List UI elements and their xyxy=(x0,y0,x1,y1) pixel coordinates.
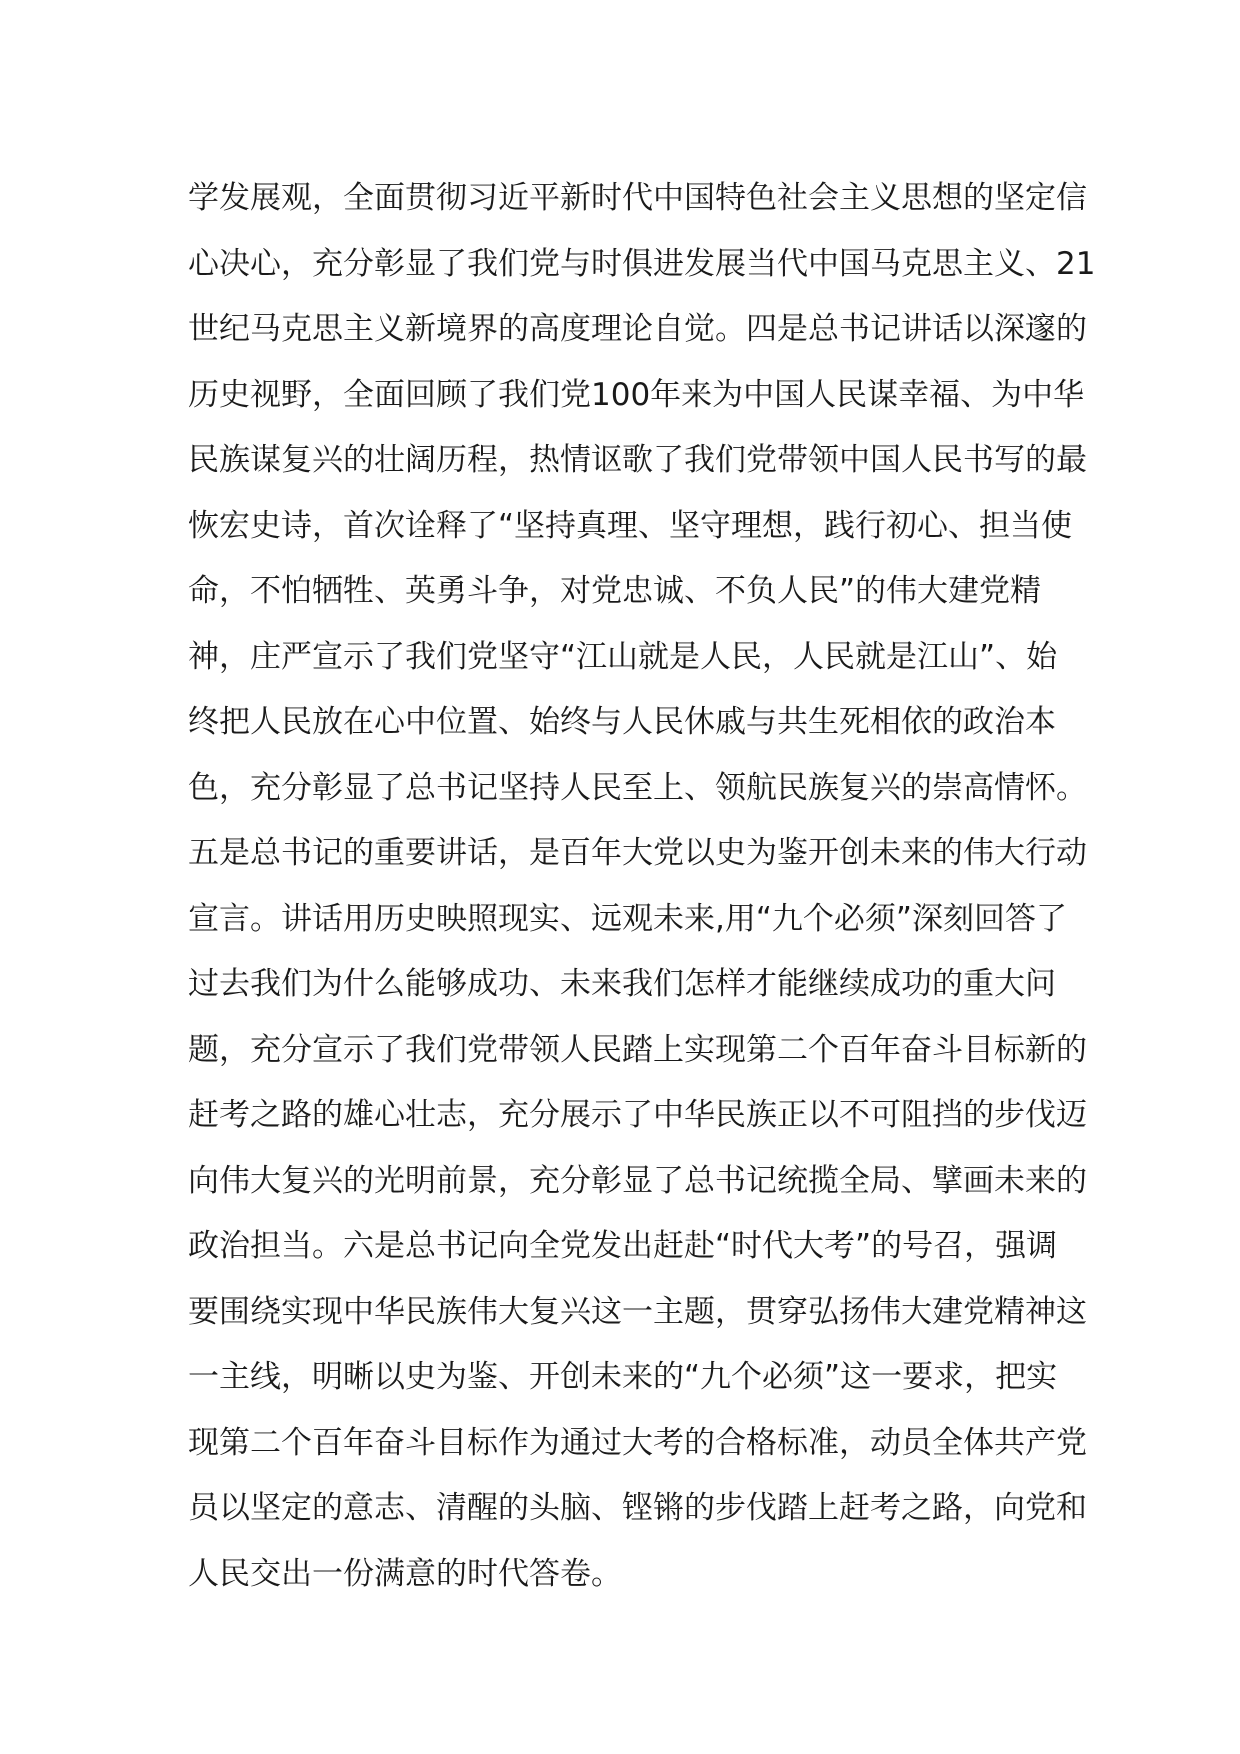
text-line: 向伟大复兴的光明前景，充分彰显了总书记统揽全局、擘画未来的 xyxy=(188,1162,1087,1199)
text-line: 现第二个百年奋斗目标作为通过大考的合格标准，动员全体共产党 xyxy=(188,1424,1087,1461)
text-line: 色，充分彰显了总书记坚持人民至上、领航民族复兴的崇高情怀。 xyxy=(188,769,1087,806)
text-line: 终把人民放在心中位置、始终与人民休戚与共生死相依的政治本 xyxy=(188,704,1056,740)
text-line: 五是总书记的重要讲话，是百年大党以史为鉴开创未来的伟大行动 xyxy=(188,835,1087,871)
text-line: 人民交出一份满意的时代答卷。 xyxy=(188,1555,622,1592)
text-line: 政治担当。六是总书记向全党发出赶赴“时代大考”的号召，强调 xyxy=(188,1228,1058,1264)
text-line: 神，庄严宣示了我们党坚守“江山就是人民，人民就是江山”、始 xyxy=(188,638,1058,675)
text-line: 宣言。讲话用历史映照现实、远观未来,用“九个必须”深刻回答了 xyxy=(188,900,1067,937)
text-line: 要围绕实现中华民族伟大复兴这一主题，贯穿弘扬伟大建党精神这 xyxy=(188,1293,1087,1330)
text-line: 题，充分宣示了我们党带领人民踏上实现第二个百年奋斗目标新的 xyxy=(188,1031,1087,1068)
text-line: 过去我们为什么能够成功、未来我们怎样才能继续成功的重大问 xyxy=(188,966,1056,1002)
body-paragraph xyxy=(188,166,1096,1607)
text-line: 学发展观，全面贯彻习近平新时代中国特色社会主义思想的坚定信 xyxy=(188,180,1087,216)
text-line: 民族谋复兴的壮阔历程，热情讴歌了我们党带领中国人民书写的最 xyxy=(188,442,1087,478)
text-line: 世纪马克思主义新境界的高度理论自觉。四是总书记讲话以深邃的 xyxy=(188,311,1087,347)
text-line: 心决心，充分彰显了我们党与时俱进发展当代中国马克思主义、21 xyxy=(188,245,1096,282)
text-line: 一主线，明晰以史为鉴、开创未来的“九个必须”这一要求，把实 xyxy=(188,1359,1058,1395)
text-line: 命，不怕牺牲、英勇斗争，对党忠诚、不负人民”的伟大建党精 xyxy=(188,573,1042,609)
text-line: 员以坚定的意志、清醒的头脑、铿锵的步伐踏上赶考之路，向党和 xyxy=(188,1490,1087,1526)
text-line: 历史视野，全面回顾了我们党100年来为中国人民谋幸福、为中华 xyxy=(188,376,1085,413)
text-line: 赶考之路的雄心壮志，充分展示了中华民族正以不可阻挡的步伐迈 xyxy=(188,1097,1087,1133)
text-line: 恢宏史诗，首次诠释了“坚持真理、坚守理想，践行初心、担当使 xyxy=(188,507,1073,544)
